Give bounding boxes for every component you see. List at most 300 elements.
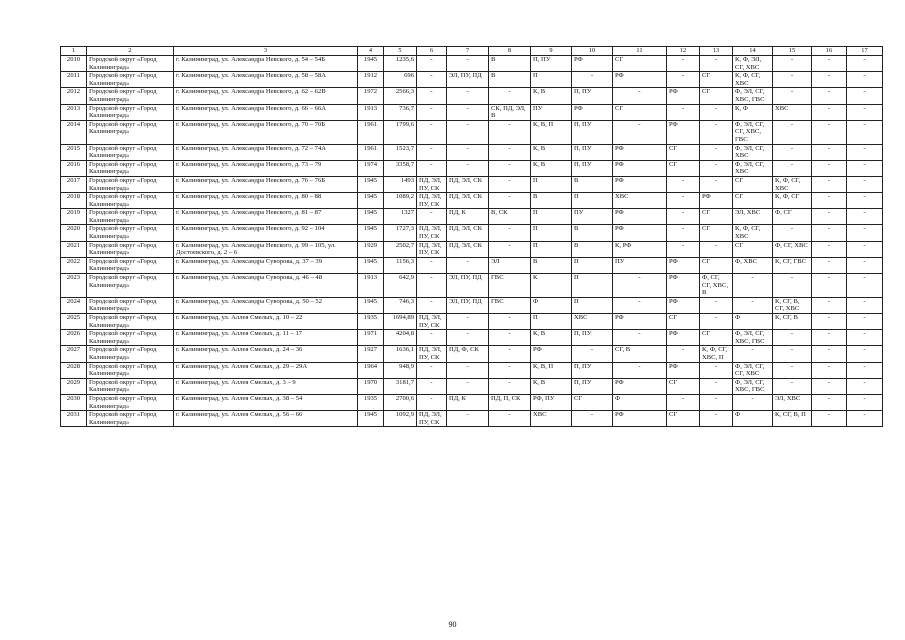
table-cell: - (847, 209, 883, 225)
table-cell: ЭЛ, ХВС (733, 209, 773, 225)
table-cell: 2502,7 (384, 241, 417, 257)
table-cell: - (812, 394, 847, 410)
table-cell: - (667, 193, 700, 209)
table-cell: - (489, 225, 531, 241)
table-cell: СГ (733, 193, 773, 209)
table-cell: - (847, 72, 883, 88)
column-number-cell: 13 (700, 47, 733, 56)
table-cell: - (572, 72, 613, 88)
table-cell: - (733, 297, 773, 313)
table-cell: 1913 (358, 274, 384, 298)
column-number-cell: 16 (812, 47, 847, 56)
table-cell: К, В, П (531, 362, 572, 378)
table-cell: П, ПУ (572, 144, 613, 160)
column-number-cell: 6 (417, 47, 447, 56)
table-cell: - (489, 176, 531, 192)
table-cell: 1636,1 (384, 346, 417, 362)
table-cell: - (613, 362, 667, 378)
table-cell: - (489, 120, 531, 144)
table-row (61, 241, 883, 257)
table-cell: 1935 (358, 314, 384, 330)
table-cell: - (417, 88, 447, 104)
table-cell: - (812, 346, 847, 362)
table-cell: СГ (667, 378, 700, 394)
table-cell: РФ (613, 209, 667, 225)
table-cell: ПД, ЭЛ, ПУ, СК (417, 225, 447, 241)
table-cell: Городской округ «Город Калининград» (87, 274, 174, 298)
table-cell: Городской округ «Город Калининград» (87, 378, 174, 394)
table-cell: 1945 (358, 176, 384, 192)
table-cell: П, ПУ (572, 88, 613, 104)
table-cell: 2013 (61, 104, 87, 120)
table-cell: К, В (531, 378, 572, 394)
column-number-cell: 8 (489, 47, 531, 56)
table-cell: К, СГ, В, П (773, 411, 812, 427)
table-cell: К, РФ (613, 241, 667, 257)
table-cell: 1945 (358, 209, 384, 225)
table-cell: К, Ф, СГ, ХВС (773, 176, 812, 192)
table-cell: Ф, ХВС (733, 257, 773, 273)
table-cell: - (613, 120, 667, 144)
table-cell: - (489, 378, 531, 394)
table-cell: г. Калининград, ул. Аллея Смелых, д. 10 – 22 (174, 314, 358, 330)
column-number-cell: 7 (447, 47, 489, 56)
table-cell: - (447, 330, 489, 346)
table-cell: г. Калининград, ул. Аллея Смелых, д. 11 – 17 (174, 330, 358, 346)
table-cell: - (812, 297, 847, 313)
table-cell: ПД, Ф, СК (447, 346, 489, 362)
table-cell: - (733, 394, 773, 410)
table-cell: - (773, 225, 812, 241)
table-cell: ПД, К (447, 394, 489, 410)
table-cell: - (812, 160, 847, 176)
table-cell: П, ПУ (572, 378, 613, 394)
table-row (61, 257, 883, 273)
table-cell: - (700, 176, 733, 192)
table-cell: 1945 (358, 193, 384, 209)
table-cell: 1945 (358, 225, 384, 241)
table-cell: П (531, 72, 572, 88)
table-cell: - (847, 297, 883, 313)
table-row (61, 314, 883, 330)
table-cell: СГ, В (613, 346, 667, 362)
table-cell: - (733, 346, 773, 362)
table-cell: Городской округ «Город Калининград» (87, 104, 174, 120)
table-cell: - (700, 297, 733, 313)
table-cell: К, Ф, СГ, ХВС, П (700, 346, 733, 362)
table-cell: - (847, 56, 883, 72)
table-cell: ПД, ЭЛ, ПУ, СК (417, 411, 447, 427)
table-cell: Городской округ «Город Калининград» (87, 225, 174, 241)
table-cell: - (447, 314, 489, 330)
table-cell: - (773, 88, 812, 104)
table-cell: 3358,7 (384, 160, 417, 176)
table-body (61, 56, 883, 427)
table-cell: 2028 (61, 362, 87, 378)
table-cell: ПД, ЭЛ, СК (447, 193, 489, 209)
table-row (61, 193, 883, 209)
table-cell: - (700, 144, 733, 160)
table-cell: - (847, 88, 883, 104)
table-cell: СГ (700, 88, 733, 104)
document-sheet (60, 46, 882, 427)
table-cell: 2700,6 (384, 394, 417, 410)
table-cell: ЭЛ, ХВС (773, 394, 812, 410)
table-cell: К, Ф, СГ, ХВС (733, 72, 773, 88)
table-cell: - (613, 274, 667, 298)
table-cell: Ф, СГ, СГ, ХВС, В (700, 274, 733, 298)
table-cell: РФ (667, 88, 700, 104)
table-cell: - (700, 378, 733, 394)
table-cell: СГ (613, 104, 667, 120)
table-row (61, 274, 883, 298)
table-cell: К, В, П (531, 120, 572, 144)
table-cell: 2016 (61, 160, 87, 176)
table-cell: 2020 (61, 225, 87, 241)
table-cell: - (489, 160, 531, 176)
table-cell: 1235,6 (384, 56, 417, 72)
column-number-cell: 12 (667, 47, 700, 56)
table-row (61, 225, 883, 241)
table-cell: ПУ (572, 209, 613, 225)
table-cell: - (812, 176, 847, 192)
table-cell: - (700, 104, 733, 120)
table-cell: - (847, 104, 883, 120)
table-cell: 1961 (358, 144, 384, 160)
table-cell: П (531, 176, 572, 192)
table-cell: - (812, 314, 847, 330)
table-cell: 2012 (61, 88, 87, 104)
table-cell: Городской округ «Город Калининград» (87, 120, 174, 144)
table-cell: - (700, 120, 733, 144)
table-cell: 2029 (61, 378, 87, 394)
table-cell: 1945 (358, 297, 384, 313)
table-cell: - (489, 88, 531, 104)
table-cell: 696 (384, 72, 417, 88)
table-row (61, 362, 883, 378)
table-cell: - (812, 362, 847, 378)
table-cell: Городской округ «Город Калининград» (87, 144, 174, 160)
table-cell: П, ПУ (531, 56, 572, 72)
table-cell: 1970 (358, 378, 384, 394)
table-cell: ГВС (489, 274, 531, 298)
table-cell: ПД, ЭЛ, ПУ, СК (417, 346, 447, 362)
table-cell: РФ (613, 72, 667, 88)
table-cell: К, СГ, ГВС (773, 257, 812, 273)
table-cell: Городской округ «Город Калининград» (87, 257, 174, 273)
table-cell: Городской округ «Город Калининград» (87, 209, 174, 225)
table-cell: Ф (613, 394, 667, 410)
table-cell: - (417, 330, 447, 346)
table-cell: г. Калининград, ул. Александра Невского, д. 81 – 87 (174, 209, 358, 225)
table-cell: Городской округ «Город Калининград» (87, 330, 174, 346)
table-cell: г. Калининград, ул. Александра Суворова, д. 37 – 39 (174, 257, 358, 273)
table-cell: - (417, 72, 447, 88)
table-row (61, 411, 883, 427)
table-cell: - (773, 160, 812, 176)
table-cell: - (812, 193, 847, 209)
column-number-cell: 10 (572, 47, 613, 56)
table-cell: К, Ф (733, 104, 773, 120)
column-number-cell: 11 (613, 47, 667, 56)
table-cell: г. Калининград, ул. Александра Невского, д. 80 – 88 (174, 193, 358, 209)
table-cell: 2019 (61, 209, 87, 225)
table-cell: 1799,6 (384, 120, 417, 144)
table-cell: Ф, СГ (773, 209, 812, 225)
table-cell: 1929 (358, 241, 384, 257)
table-cell: - (447, 362, 489, 378)
table-cell: - (447, 56, 489, 72)
table-cell: ЭЛ, ПУ, ПД (447, 297, 489, 313)
table-cell: ХВС (531, 411, 572, 427)
table-cell: СГ (700, 330, 733, 346)
column-number-cell: 9 (531, 47, 572, 56)
table-cell: ХВС (773, 104, 812, 120)
table-cell: - (700, 411, 733, 427)
table-cell: РФ (572, 104, 613, 120)
table-cell: СГ (667, 314, 700, 330)
table-row (61, 144, 883, 160)
table-cell: 1927 (358, 346, 384, 362)
table-cell: СГ (572, 394, 613, 410)
table-cell: - (733, 274, 773, 298)
table-cell: Городской округ «Город Калининград» (87, 88, 174, 104)
table-cell: - (812, 72, 847, 88)
table-cell: Ф, ЭЛ, СГ, СГ, ХВС (733, 362, 773, 378)
table-cell: г. Калининград, ул. Аллея Смелых, д. 24 – 36 (174, 346, 358, 362)
table-cell: П, ПУ (572, 160, 613, 176)
table-cell: - (847, 314, 883, 330)
table-cell: - (417, 56, 447, 72)
table-cell: Ф, ЭЛ, СГ, ХВС, ГВС (733, 378, 773, 394)
table-cell: г. Калининград, ул. Александра Невского, д. 92 – 104 (174, 225, 358, 241)
table-cell: - (667, 176, 700, 192)
table-cell: - (489, 314, 531, 330)
table-cell: - (417, 394, 447, 410)
table-cell: 2026 (61, 330, 87, 346)
table-cell: 1912 (358, 72, 384, 88)
table-cell: - (773, 362, 812, 378)
table-cell: - (847, 378, 883, 394)
table-cell: ПД, ЭЛ, СК (447, 241, 489, 257)
table-cell: СГ (700, 72, 733, 88)
table-cell: - (447, 378, 489, 394)
table-cell: - (417, 378, 447, 394)
table-cell: - (812, 241, 847, 257)
housing-table (60, 46, 883, 427)
table-cell: 736,7 (384, 104, 417, 120)
table-cell: СГ (667, 144, 700, 160)
table-cell: 2566,3 (384, 88, 417, 104)
table-cell: - (847, 330, 883, 346)
table-cell: Городской округ «Город Калининград» (87, 362, 174, 378)
table-cell: Городской округ «Город Калининград» (87, 411, 174, 427)
table-cell: Ф (733, 411, 773, 427)
column-number-cell: 14 (733, 47, 773, 56)
table-cell: П (572, 193, 613, 209)
table-cell: Городской округ «Город Калининград» (87, 314, 174, 330)
table-cell: ПД, ЭЛ, ПУ, СК (417, 314, 447, 330)
table-cell: РФ (613, 314, 667, 330)
table-cell: - (489, 362, 531, 378)
table-cell: - (447, 120, 489, 144)
table-cell: РФ (572, 56, 613, 72)
table-cell: - (700, 56, 733, 72)
table-cell: РФ (667, 274, 700, 298)
table-cell: СГ (700, 225, 733, 241)
table-cell: г. Калининград, ул. Александра Невского, д. 70 – 70Б (174, 120, 358, 144)
table-cell: РФ (667, 257, 700, 273)
table-cell: Городской округ «Город Калининград» (87, 176, 174, 192)
table-cell: К, Ф, СГ (773, 193, 812, 209)
table-cell: П (531, 209, 572, 225)
table-cell: В (489, 56, 531, 72)
table-cell: - (847, 241, 883, 257)
table-row (61, 394, 883, 410)
table-cell: РФ (667, 297, 700, 313)
table-cell: В (531, 193, 572, 209)
table-cell: - (812, 411, 847, 427)
table-cell: - (847, 274, 883, 298)
table-cell: ПД, П, СК (489, 394, 531, 410)
table-cell: г. Калининград, ул. Аллея Смелых, д. 56 – 66 (174, 411, 358, 427)
table-cell: - (773, 330, 812, 346)
table-cell: П (531, 241, 572, 257)
table-cell: РФ (613, 378, 667, 394)
table-cell: ХВС (613, 193, 667, 209)
table-cell: - (489, 241, 531, 257)
table-cell: Ф, ЭЛ, СГ, СГ, ХВС, ГВС (733, 120, 773, 144)
table-cell: 1089,2 (384, 193, 417, 209)
table-cell: - (700, 241, 733, 257)
table-cell: ГВС (489, 297, 531, 313)
table-cell: г. Калининград, ул. Александра Невского, д. 76 – 76Б (174, 176, 358, 192)
table-cell: 2022 (61, 257, 87, 273)
table-cell: - (812, 330, 847, 346)
table-cell: - (417, 144, 447, 160)
table-cell: 1945 (358, 56, 384, 72)
table-cell: В, СК (489, 209, 531, 225)
table-cell: ПУ (531, 104, 572, 120)
table-cell: Ф, ЭЛ, СГ, ХВС (733, 160, 773, 176)
table-cell: П, ПУ (572, 362, 613, 378)
table-cell: - (667, 56, 700, 72)
table-cell: К, В (531, 88, 572, 104)
table-cell: П (572, 257, 613, 273)
table-cell: - (489, 144, 531, 160)
table-cell: Городской округ «Город Калининград» (87, 241, 174, 257)
table-cell: - (667, 104, 700, 120)
table-cell: г. Калининград, ул. Александра Невского, д. 58 – 58А (174, 72, 358, 88)
table-cell: 2021 (61, 241, 87, 257)
table-cell: - (489, 411, 531, 427)
table-cell: СГ (700, 209, 733, 225)
table-cell: - (447, 411, 489, 427)
table-cell: Городской округ «Город Калининград» (87, 346, 174, 362)
table-cell: ПД, ЭЛ, ПУ, СК (417, 193, 447, 209)
table-cell: 2023 (61, 274, 87, 298)
table-cell: ПД, ЭЛ, ПУ, СК (417, 176, 447, 192)
page-number: 90 (448, 620, 457, 629)
table-cell: - (700, 394, 733, 410)
column-number-cell: 17 (847, 47, 883, 56)
table-row (61, 209, 883, 225)
table-cell: 2024 (61, 297, 87, 313)
table-cell: 1935 (358, 394, 384, 410)
table-cell: 746,3 (384, 297, 417, 313)
table-cell: К (531, 274, 572, 298)
table-cell: В (572, 176, 613, 192)
table-cell: - (812, 378, 847, 394)
table-cell: 1964 (358, 362, 384, 378)
table-cell: - (667, 209, 700, 225)
table-cell: - (613, 88, 667, 104)
table-cell: СК, ПД, ЭЛ, В (489, 104, 531, 120)
table-cell: П (531, 225, 572, 241)
table-row (61, 378, 883, 394)
table-cell: - (667, 241, 700, 257)
table-cell: СГ (733, 176, 773, 192)
table-cell: ПД, ЭЛ, СК (447, 176, 489, 192)
table-cell: - (417, 297, 447, 313)
table-row (61, 72, 883, 88)
table-cell: СГ (667, 411, 700, 427)
table-cell: РФ (613, 176, 667, 192)
table-cell: Ф, ЭЛ, СГ, ХВС, ГВС (733, 330, 773, 346)
table-cell: - (847, 394, 883, 410)
table-cell: 1523,7 (384, 144, 417, 160)
table-cell: П, ПУ (572, 120, 613, 144)
table-cell: Городской округ «Город Калининград» (87, 160, 174, 176)
table-cell: - (667, 72, 700, 88)
table-row (61, 346, 883, 362)
table-cell: - (613, 297, 667, 313)
table-cell: 642,9 (384, 274, 417, 298)
table-cell: РФ (613, 144, 667, 160)
table-cell: - (700, 160, 733, 176)
table-cell: 2010 (61, 56, 87, 72)
table-cell: К, СГ, В, СГ, ХВС (773, 297, 812, 313)
table-cell: - (417, 257, 447, 273)
column-number-cell: 2 (87, 47, 174, 56)
table-cell: - (847, 144, 883, 160)
table-cell: 1694,89 (384, 314, 417, 330)
table-cell: 2030 (61, 394, 87, 410)
table-cell: РФ (531, 346, 572, 362)
table-cell: - (773, 120, 812, 144)
table-cell: - (773, 56, 812, 72)
table-cell: 1972 (358, 88, 384, 104)
table-cell: 1327 (384, 209, 417, 225)
table-cell: 1945 (358, 411, 384, 427)
table-cell: - (847, 120, 883, 144)
table-cell: - (812, 56, 847, 72)
table-cell: 1092,9 (384, 411, 417, 427)
table-cell: - (700, 314, 733, 330)
table-cell: 1156,3 (384, 257, 417, 273)
table-cell: - (489, 330, 531, 346)
table-cell: - (447, 88, 489, 104)
table-cell: 2025 (61, 314, 87, 330)
table-cell: ПД, К (447, 209, 489, 225)
table-cell: - (812, 104, 847, 120)
table-row (61, 176, 883, 192)
table-cell: СГ (667, 160, 700, 176)
table-cell: РФ (700, 193, 733, 209)
table-cell: 1913 (358, 104, 384, 120)
table-cell: П (572, 274, 613, 298)
table-cell: - (667, 394, 700, 410)
